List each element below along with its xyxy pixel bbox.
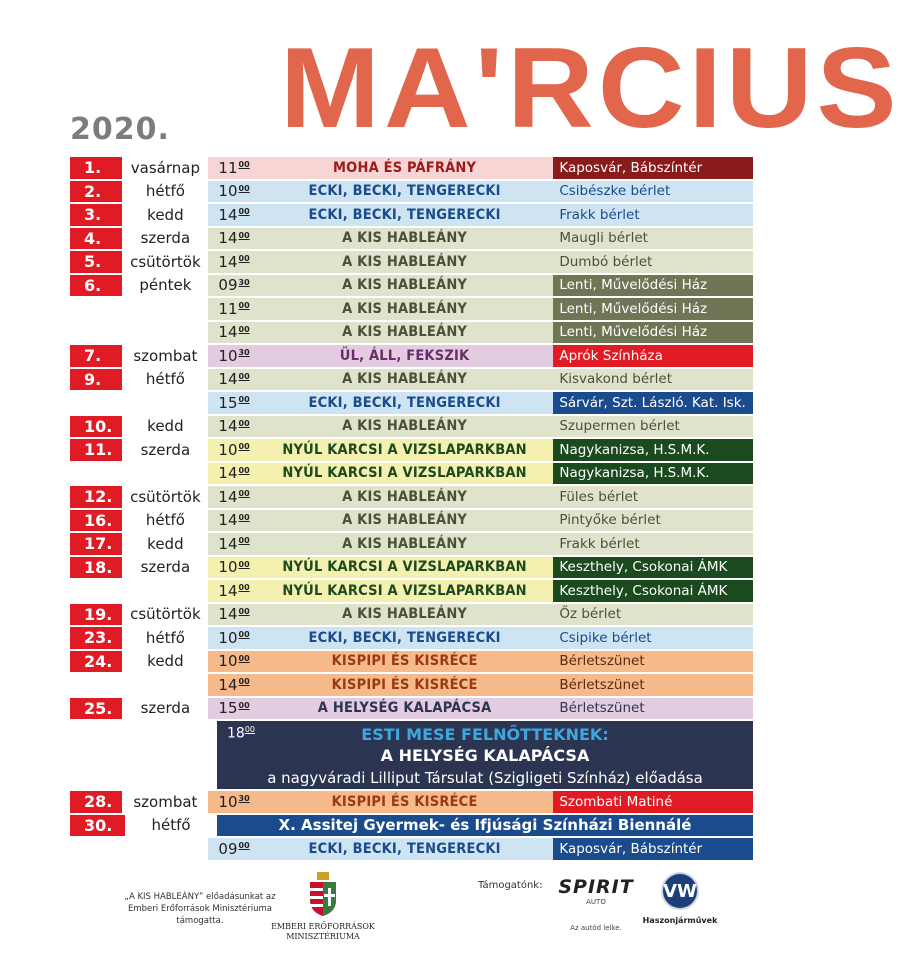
time-minute: 30 xyxy=(238,277,250,287)
venue-cell: Bérletszünet xyxy=(553,674,753,696)
date-cell xyxy=(70,463,122,485)
spirit-slogan: Az autód lelke. xyxy=(570,924,622,932)
weekday-cell: kedd xyxy=(122,533,208,555)
weekday-cell xyxy=(122,838,208,860)
time-minute: 00 xyxy=(238,489,250,499)
time-hour: 14 xyxy=(218,675,238,694)
show-title: A KIS HABLEÁNY xyxy=(256,369,554,391)
date-cell xyxy=(70,580,122,602)
special-description: a nagyváradi Lilliput Társulat (Szigligeti Színház) előadása xyxy=(267,769,703,787)
time-hour: 14 xyxy=(218,252,238,271)
weekday-cell xyxy=(122,298,208,320)
show-title: A KIS HABLEÁNY xyxy=(256,510,554,532)
supporters-label: Támogatónk: xyxy=(478,880,543,891)
table-row xyxy=(70,298,753,320)
table-row xyxy=(70,557,753,579)
weekday-cell xyxy=(122,580,208,602)
special-heading: ESTI MESE FELNŐTTEKNEK: xyxy=(361,725,609,744)
coat-of-arms-icon xyxy=(306,872,340,916)
date-cell: 9. xyxy=(70,369,122,391)
date-cell: 30. xyxy=(70,815,125,837)
date-cell: 19. xyxy=(70,604,122,626)
date-cell: 28. xyxy=(70,791,122,813)
venue-cell: Kisvakond bérlet xyxy=(553,369,753,391)
venue-cell: Csibészke bérlet xyxy=(553,181,753,203)
show-title: A KIS HABLEÁNY xyxy=(256,533,554,555)
table-row xyxy=(70,439,753,461)
venue-cell: Frakk bérlet xyxy=(553,533,753,555)
time-minute: 00 xyxy=(238,606,250,616)
time-cell xyxy=(208,486,255,508)
date-cell xyxy=(70,298,122,320)
table-row xyxy=(70,322,753,344)
time-minute: 00 xyxy=(238,512,250,522)
date-cell xyxy=(70,674,122,696)
time-hour: 18 xyxy=(227,725,245,742)
show-title: NYÚL KARCSI A VIZSLAPARKBAN xyxy=(256,439,554,461)
time-minute: 00 xyxy=(244,725,256,734)
time-cell xyxy=(208,439,255,461)
table-row xyxy=(70,651,753,673)
show-title: A KIS HABLEÁNY xyxy=(256,322,554,344)
time-minute: 00 xyxy=(238,371,250,381)
time-minute: 00 xyxy=(238,536,250,546)
date-cell: 25. xyxy=(70,698,122,720)
spirit-auto-logo xyxy=(556,876,636,932)
time-minute: 00 xyxy=(238,677,250,687)
time-minute: 00 xyxy=(238,395,250,405)
time-cell xyxy=(208,604,255,626)
time-cell xyxy=(208,181,255,203)
venue-cell: Lenti, Művelődési Ház xyxy=(553,275,753,297)
show-title: ECKI, BECKI, TENGERECKI xyxy=(256,838,554,860)
table-row xyxy=(70,533,753,555)
time-cell xyxy=(208,392,255,414)
show-title: A KIS HABLEÁNY xyxy=(256,275,554,297)
weekday-cell: vasárnap xyxy=(122,157,208,179)
date-cell xyxy=(70,392,122,414)
table-row xyxy=(70,392,753,414)
weekday-cell: szombat xyxy=(122,345,208,367)
weekday-cell: csütörtök xyxy=(122,486,208,508)
time-cell xyxy=(208,275,255,297)
venue-cell: Nagykanizsa, H.S.M.K. xyxy=(553,463,753,485)
weekday-cell: szerda xyxy=(122,557,208,579)
spirit-logo-text: SPIRIT xyxy=(558,876,634,898)
time-cell xyxy=(208,463,255,485)
venue-cell: Aprók Színháza xyxy=(553,345,753,367)
date-cell: 24. xyxy=(70,651,122,673)
weekday-cell: hétfő xyxy=(122,369,208,391)
venue-cell: Maugli bérlet xyxy=(553,228,753,250)
ministry-name-line: EMBERI ERŐFORRÁSOK xyxy=(271,922,375,931)
table-row xyxy=(70,580,753,602)
weekday-cell: kedd xyxy=(122,204,208,226)
date-cell: 12. xyxy=(70,486,122,508)
biennale-banner: X. Assitej Gyermek- és Ifjúsági Színházi Biennálé xyxy=(217,815,753,837)
table-row xyxy=(70,463,753,485)
time-hour: 10 xyxy=(218,652,238,671)
show-title: NYÚL KARCSI A VIZSLAPARKBAN xyxy=(256,557,554,579)
note-line: „A KIS HABLEÁNY” előadásunkat az xyxy=(124,892,276,902)
time-hour: 09 xyxy=(218,276,238,295)
date-cell: 11. xyxy=(70,439,122,461)
venue-cell: Bérletszünet xyxy=(553,698,753,720)
venue-cell: Szombati Matiné xyxy=(553,791,753,813)
time-hour: 14 xyxy=(218,417,238,436)
venue-cell: Sárvár, Szt. László. Kat. Isk. xyxy=(553,392,753,414)
weekday-cell: péntek xyxy=(122,275,208,297)
weekday-cell: szerda xyxy=(122,228,208,250)
table-row xyxy=(70,698,753,720)
table-row xyxy=(70,228,753,250)
show-title: A KIS HABLEÁNY xyxy=(256,416,554,438)
table-row xyxy=(70,627,753,649)
time-cell xyxy=(208,698,255,720)
time-hour: 10 xyxy=(218,346,238,365)
time-minute: 00 xyxy=(238,418,250,428)
table-row xyxy=(70,369,753,391)
time-cell xyxy=(208,674,255,696)
time-hour: 14 xyxy=(218,534,238,553)
month-title: MA'RCIUS xyxy=(280,24,901,152)
weekday-cell: hétfő xyxy=(122,627,208,649)
time-cell xyxy=(208,298,255,320)
time-hour: 14 xyxy=(218,605,238,624)
time-cell xyxy=(208,533,255,555)
time-cell xyxy=(208,580,255,602)
time-hour: 10 xyxy=(218,182,238,201)
date-cell: 18. xyxy=(70,557,122,579)
show-title: NYÚL KARCSI A VIZSLAPARKBAN xyxy=(256,463,554,485)
time-hour: 10 xyxy=(218,440,238,459)
time-hour: 14 xyxy=(218,370,238,389)
show-title: MOHA ÉS PÁFRÁNY xyxy=(256,157,554,179)
time-hour: 09 xyxy=(218,839,238,858)
time-minute: 00 xyxy=(238,254,250,264)
time-hour: 14 xyxy=(218,229,238,248)
time-hour: 11 xyxy=(218,158,238,177)
table-row xyxy=(70,181,753,203)
weekday-cell xyxy=(122,463,208,485)
ministry-name-line: MINISZTÉRIUMA xyxy=(286,932,360,942)
time-cell xyxy=(208,204,255,226)
table-row xyxy=(70,604,753,626)
weekday-cell: kedd xyxy=(122,416,208,438)
table-row xyxy=(70,251,753,273)
venue-cell: Kaposvár, Bábszíntér xyxy=(553,157,753,179)
date-cell: 3. xyxy=(70,204,122,226)
venue-cell: Füles bérlet xyxy=(553,486,753,508)
time-minute: 00 xyxy=(238,559,250,569)
venue-cell: Keszthely, Csokonai ÁMK xyxy=(553,557,753,579)
time-cell xyxy=(208,345,255,367)
time-minute: 00 xyxy=(238,207,250,217)
time-hour: 10 xyxy=(218,628,238,647)
date-cell: 16. xyxy=(70,510,122,532)
time-cell xyxy=(208,651,255,673)
time-cell xyxy=(208,416,255,438)
note-line: támogatta. xyxy=(176,915,224,926)
time-minute: 00 xyxy=(238,301,250,311)
show-title: ECKI, BECKI, TENGERECKI xyxy=(256,181,554,203)
weekday-cell: csütörtök xyxy=(122,251,208,273)
time-cell xyxy=(208,322,255,344)
ministry-logo xyxy=(268,872,378,943)
time-minute: 00 xyxy=(238,700,250,710)
time-hour: 14 xyxy=(218,464,238,483)
venue-cell: Lenti, Művelődési Ház xyxy=(553,322,753,344)
time-hour: 10 xyxy=(218,792,238,811)
date-cell: 17. xyxy=(70,533,122,555)
date-cell: 4. xyxy=(70,228,122,250)
show-title: A KIS HABLEÁNY xyxy=(256,251,554,273)
vw-logo xyxy=(640,872,720,925)
weekday-cell xyxy=(122,674,208,696)
table-row xyxy=(70,345,753,367)
time-hour: 14 xyxy=(218,323,238,342)
weekday-cell: hétfő xyxy=(125,815,217,837)
time-hour: 15 xyxy=(218,393,238,412)
date-cell: 5. xyxy=(70,251,122,273)
venue-cell: Lenti, Művelődési Ház xyxy=(553,298,753,320)
special-title: A HELYSÉG KALAPÁCSA xyxy=(380,746,590,765)
venue-cell: Pintyőke bérlet xyxy=(553,510,753,532)
time-hour: 14 xyxy=(218,511,238,530)
date-cell: 7. xyxy=(70,345,122,367)
time-cell xyxy=(208,557,255,579)
show-title: A KIS HABLEÁNY xyxy=(256,604,554,626)
weekday-cell: hétfő xyxy=(122,510,208,532)
show-title: ÜL, ÁLL, FEKSZIK xyxy=(256,345,554,367)
time-hour: 14 xyxy=(218,581,238,600)
weekday-cell: csütörtök xyxy=(122,604,208,626)
date-cell: 6. xyxy=(70,275,122,297)
weekday-cell xyxy=(122,322,208,344)
show-title: KISPIPI ÉS KISRÉCE xyxy=(256,651,554,673)
table-row xyxy=(70,416,753,438)
time-cell xyxy=(208,791,255,813)
time-cell xyxy=(208,838,255,860)
time-minute: 00 xyxy=(238,183,250,193)
show-title: ECKI, BECKI, TENGERECKI xyxy=(256,392,554,414)
vw-caption: Haszonjárművek xyxy=(642,916,718,925)
venue-cell: Kaposvár, Bábszíntér xyxy=(553,838,753,860)
table-row xyxy=(70,791,753,813)
table-row xyxy=(70,838,753,860)
time-cell xyxy=(208,627,255,649)
weekday-cell: hétfő xyxy=(122,181,208,203)
venue-cell: Keszthely, Csokonai ÁMK xyxy=(553,580,753,602)
date-cell: 10. xyxy=(70,416,122,438)
time-minute: 00 xyxy=(238,160,250,170)
venue-cell: Dumbó bérlet xyxy=(553,251,753,273)
show-title: KISPIPI ÉS KISRÉCE xyxy=(256,674,554,696)
venue-cell: Csipike bérlet xyxy=(553,627,753,649)
time-hour: 11 xyxy=(218,299,238,318)
time-minute: 00 xyxy=(238,653,250,663)
table-row xyxy=(70,486,753,508)
venue-cell: Frakk bérlet xyxy=(553,204,753,226)
time-minute: 00 xyxy=(238,583,250,593)
time-minute: 00 xyxy=(238,465,250,475)
date-cell: 23. xyxy=(70,627,122,649)
venue-cell: Bérletszünet xyxy=(553,651,753,673)
venue-cell: Szupermen bérlet xyxy=(553,416,753,438)
date-cell xyxy=(70,838,122,860)
weekday-cell: szerda xyxy=(122,698,208,720)
show-title: NYÚL KARCSI A VIZSLAPARKBAN xyxy=(256,580,554,602)
venue-cell: Nagykanizsa, H.S.M.K. xyxy=(553,439,753,461)
time-hour: 10 xyxy=(218,558,238,577)
show-title: ECKI, BECKI, TENGERECKI xyxy=(256,204,554,226)
show-title: A KIS HABLEÁNY xyxy=(256,486,554,508)
time-minute: 00 xyxy=(238,230,250,240)
time-cell xyxy=(208,251,255,273)
date-cell: 1. xyxy=(70,157,122,179)
show-title: A KIS HABLEÁNY xyxy=(256,228,554,250)
time-minute: 00 xyxy=(238,841,250,851)
table-row xyxy=(70,204,753,226)
time-minute: 30 xyxy=(238,794,250,804)
time-minute: 00 xyxy=(238,630,250,640)
show-title: KISPIPI ÉS KISRÉCE xyxy=(256,791,554,813)
table-row xyxy=(70,157,753,179)
show-title: ECKI, BECKI, TENGERECKI xyxy=(256,627,554,649)
venue-cell: Őz bérlet xyxy=(553,604,753,626)
weekday-cell: kedd xyxy=(122,651,208,673)
weekday-cell xyxy=(122,392,208,414)
time-cell xyxy=(208,228,255,250)
date-cell: 2. xyxy=(70,181,122,203)
show-title: A HELYSÉG KALAPÁCSA xyxy=(256,698,554,720)
spirit-logo-sub: AUTO xyxy=(586,898,606,906)
weekday-cell: szombat xyxy=(122,791,208,813)
time-hour: 14 xyxy=(218,205,238,224)
special-event-block xyxy=(217,721,753,789)
time-minute: 00 xyxy=(238,442,250,452)
time-cell xyxy=(208,510,255,532)
table-row xyxy=(70,674,753,696)
time-hour: 14 xyxy=(218,487,238,506)
note-line: Emberi Erőforrások Minisztériuma xyxy=(127,903,273,914)
show-title: A KIS HABLEÁNY xyxy=(256,298,554,320)
time-minute: 30 xyxy=(238,348,250,358)
time-hour: 15 xyxy=(218,699,238,718)
time-cell xyxy=(208,157,255,179)
vw-emblem-icon: VW xyxy=(661,872,699,910)
table-row xyxy=(70,275,753,297)
date-cell xyxy=(70,322,122,344)
year-label: 2020. xyxy=(70,112,170,147)
time-cell xyxy=(208,369,255,391)
weekday-cell: szerda xyxy=(122,439,208,461)
table-row xyxy=(70,510,753,532)
time-minute: 00 xyxy=(238,324,250,334)
